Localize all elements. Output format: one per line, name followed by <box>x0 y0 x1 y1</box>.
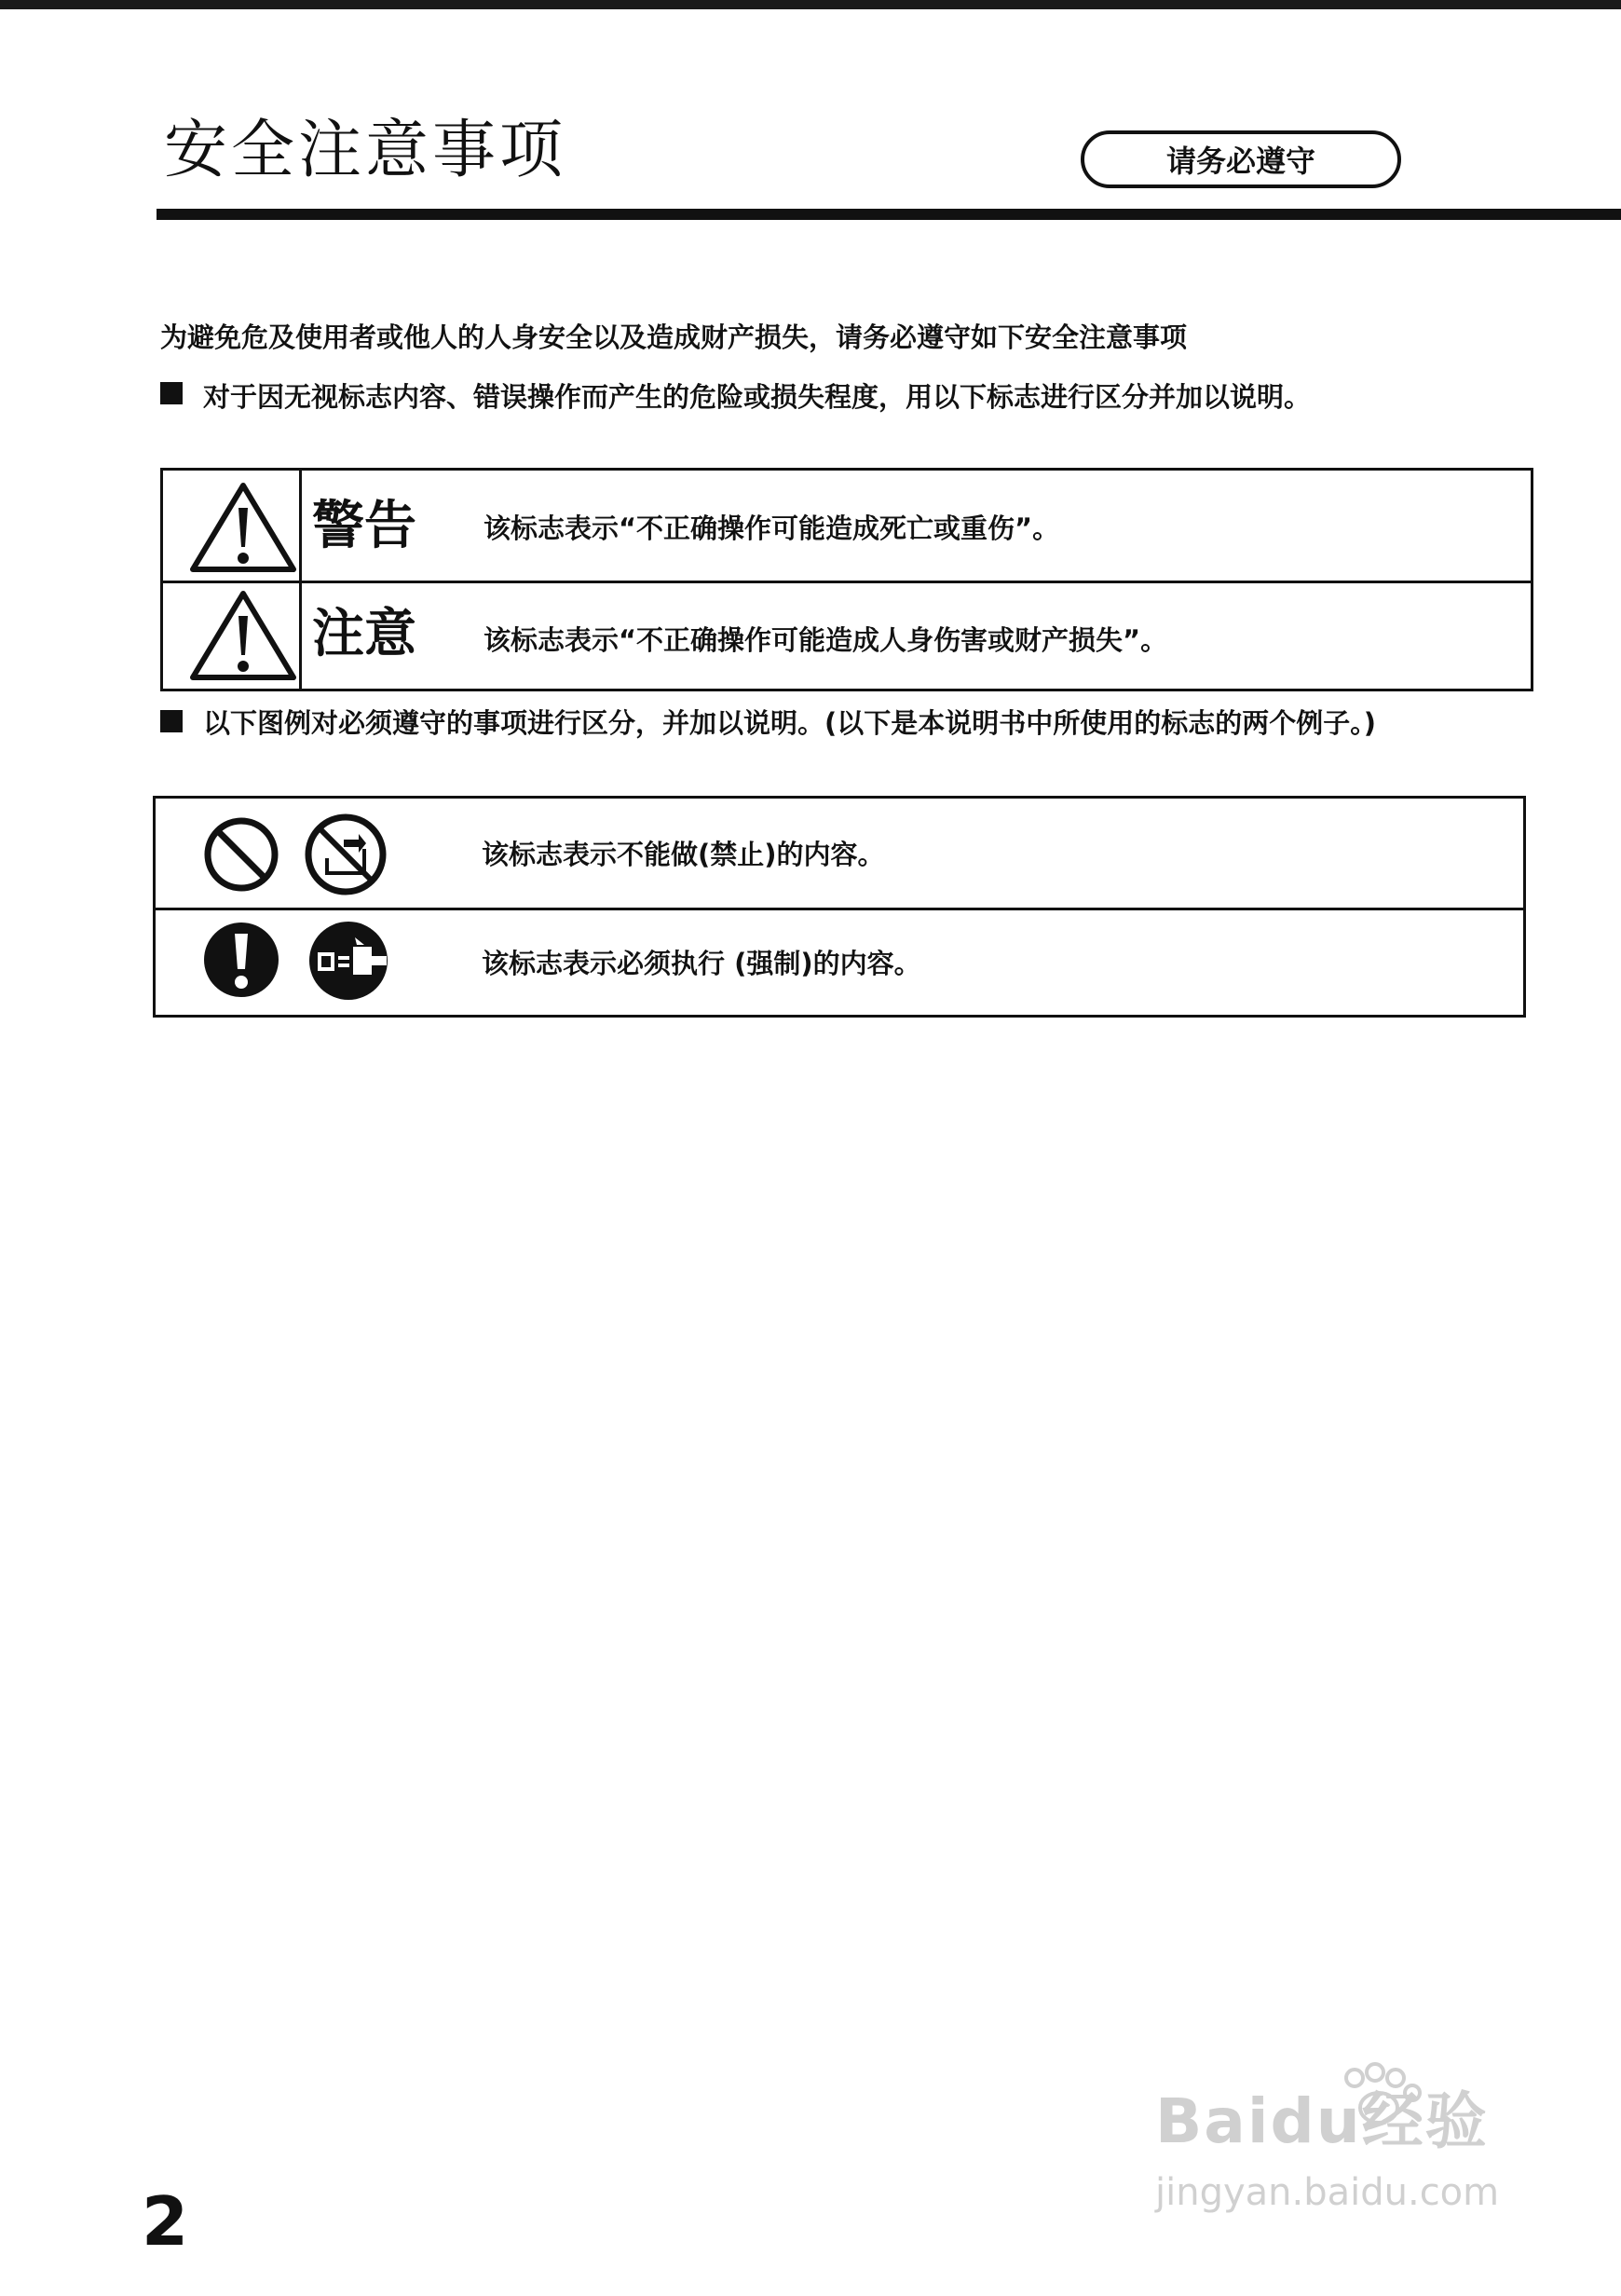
bullet-square-icon <box>160 710 183 732</box>
bullet-item-2-text: 以下图例对必须遵守的事项进行区分，并加以说明。(以下是本说明书中所使用的标志的两个例子。) <box>203 707 1377 739</box>
warning-level-table <box>160 468 1533 691</box>
symbol-example-table <box>153 796 1526 1018</box>
top-border-line <box>0 0 1621 9</box>
prohibited-description: 该标志表示不能做(禁止)的内容。 <box>482 839 885 870</box>
table-divider <box>299 471 302 689</box>
warning-triangle-icon <box>187 588 299 681</box>
bullet-item-2 <box>160 704 1539 742</box>
warning-triangle-icon <box>187 480 299 573</box>
title-underline <box>157 209 1621 220</box>
watermark-url: jingyan.baidu.com <box>1155 2171 1500 2214</box>
table-row <box>156 908 1523 1015</box>
page-title: 安全注意事项 <box>164 114 567 187</box>
no-disassemble-icon <box>303 812 388 897</box>
table-row <box>163 581 1531 689</box>
warning-label: 警告 <box>312 496 416 556</box>
table-row <box>163 471 1531 583</box>
mandatory-exclamation-icon <box>202 921 280 999</box>
must-follow-badge: 请务必遵守 <box>1081 130 1401 188</box>
mandatory-description: 该标志表示必须执行 (强制)的内容。 <box>482 948 921 979</box>
bullet-square-icon <box>160 382 183 404</box>
watermark-brand: Baidu经验 <box>1155 2085 1489 2157</box>
warning-description: 该标志表示“不正确操作可能造成死亡或重伤”。 <box>484 512 1060 544</box>
prohibited-icon <box>202 815 280 894</box>
bullet-item-1 <box>160 376 1311 415</box>
bullet-item-1-text: 对于因无视标志内容、错误操作而产生的危险或损失程度，用以下标志进行区分并加以说明。 <box>203 381 1312 413</box>
caution-description: 该标志表示“不正确操作可能造成人身伤害或财产损失”。 <box>484 624 1168 656</box>
table-row <box>156 799 1523 910</box>
page-number: 2 <box>142 2182 189 2261</box>
unplug-icon <box>306 919 390 1003</box>
intro-text: 为避免危及使用者或他人的人身安全以及造成财产损失，请务必遵守如下安全注意事项 <box>160 321 1188 353</box>
caution-label: 注意 <box>312 604 416 664</box>
